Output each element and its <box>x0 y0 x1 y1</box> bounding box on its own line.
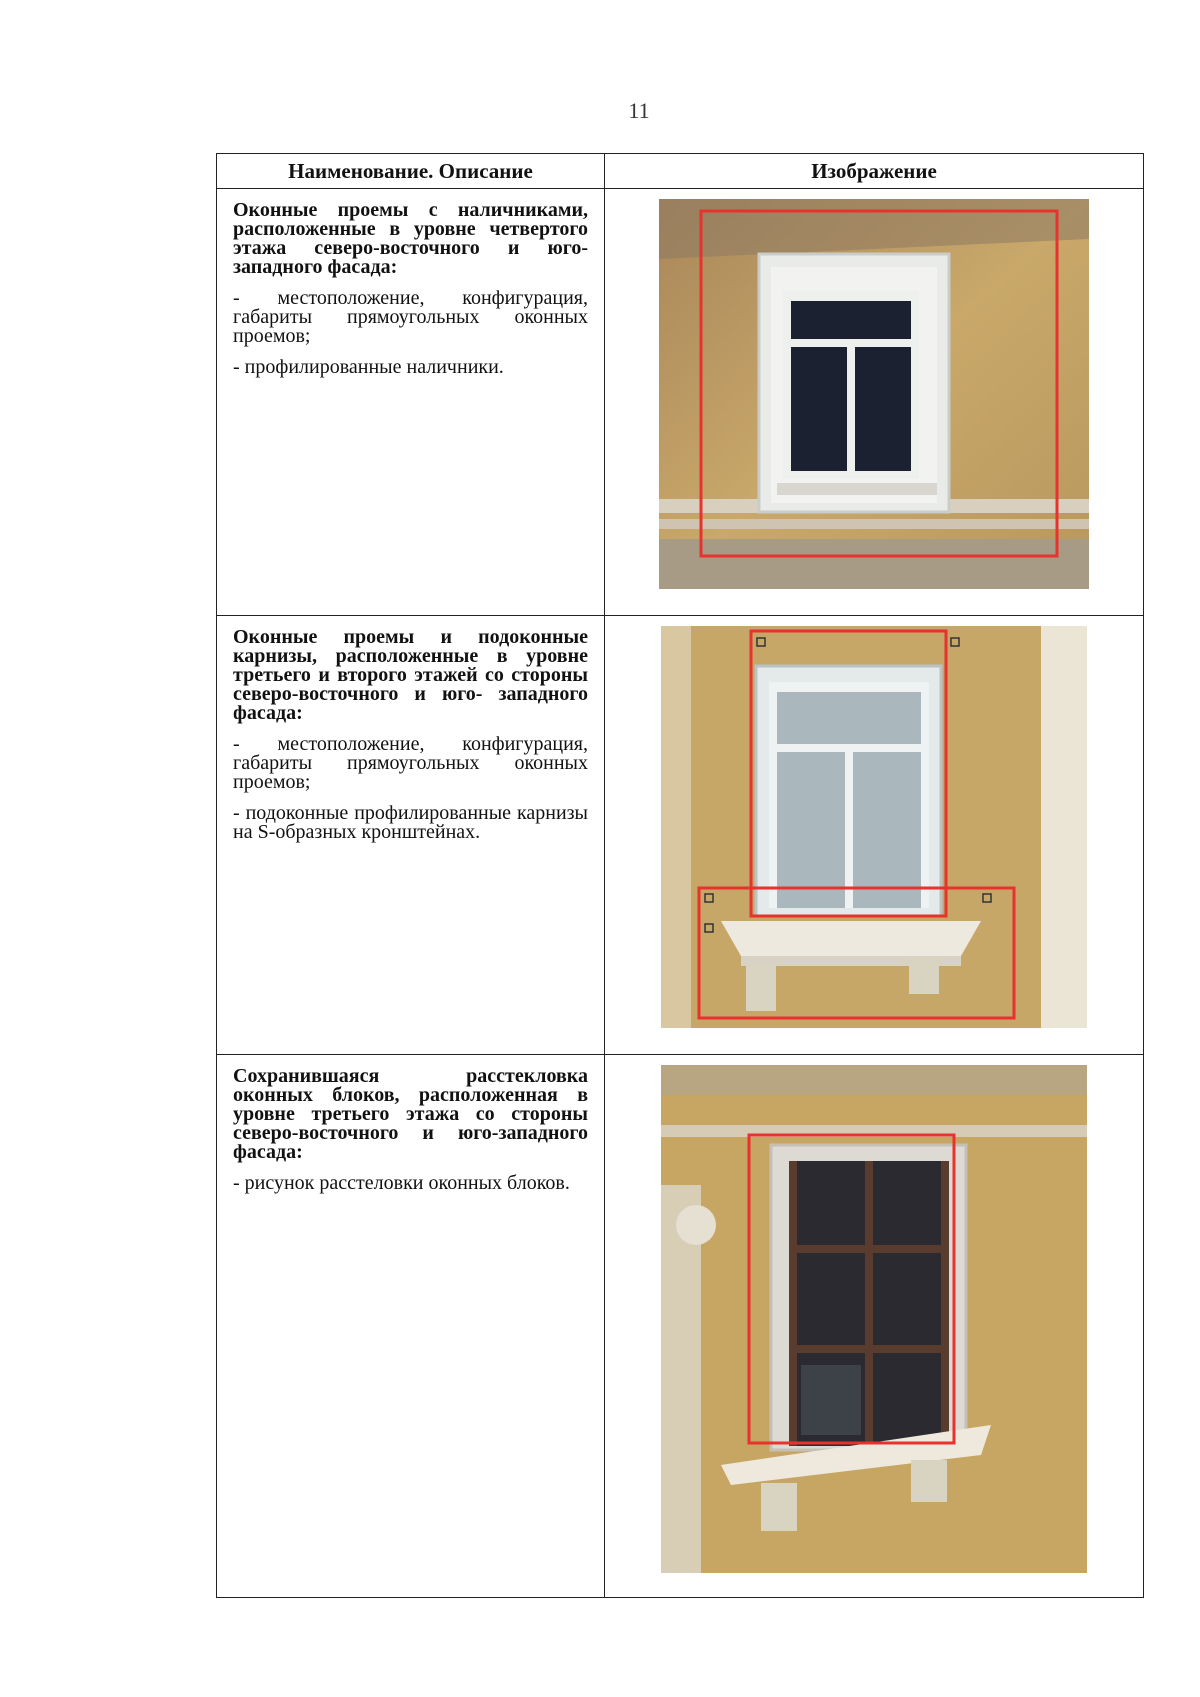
row-title: Сохранившаяся расстекловка оконных блоков, расположенная в уровне третьего этажа со стороны северо-восточного и юго-западного фасада: <box>233 1065 588 1163</box>
table-header-row <box>217 154 1144 189</box>
row-title: Оконные проемы с наличниками, расположенные в уровне четвертого этажа северо-восточного и юго-западного фасада: <box>233 199 588 278</box>
table-row <box>217 1055 1144 1598</box>
row-title: Оконные проемы и подоконные карнизы, расположенные в уровне третьего и второго этажей со стороны северо-восточного и юго- западного фасада: <box>233 626 588 724</box>
row-item: - рисунок расстеловки оконных блоков. <box>233 1172 570 1194</box>
header-image: Изображение <box>605 154 1144 189</box>
row-item: - профилированные наличники. <box>233 356 504 378</box>
photo-window-fourth-floor <box>659 199 1089 589</box>
row-item: - подоконные профилированные карнизы на S-образных кронштейнах. <box>233 802 588 843</box>
description-cell <box>217 1055 605 1598</box>
description-cell <box>217 189 605 616</box>
photo-window-glazing <box>661 1065 1087 1573</box>
image-cell <box>605 1055 1144 1598</box>
description-table <box>216 153 1144 1598</box>
row-item: - местоположение, конфигурация, габариты прямоугольных оконных проемов; <box>233 733 588 793</box>
image-cell <box>605 616 1144 1055</box>
header-name-description: Наименование. Описание <box>217 154 605 189</box>
image-cell <box>605 189 1144 616</box>
table-row <box>217 616 1144 1055</box>
row-item: - местоположение, конфигурация, габариты прямоугольных оконных проемов; <box>233 287 588 347</box>
description-cell <box>217 616 605 1055</box>
table-row <box>217 189 1144 616</box>
photo-window-sill-cornice <box>661 626 1087 1028</box>
page-number: 11 <box>628 98 650 123</box>
